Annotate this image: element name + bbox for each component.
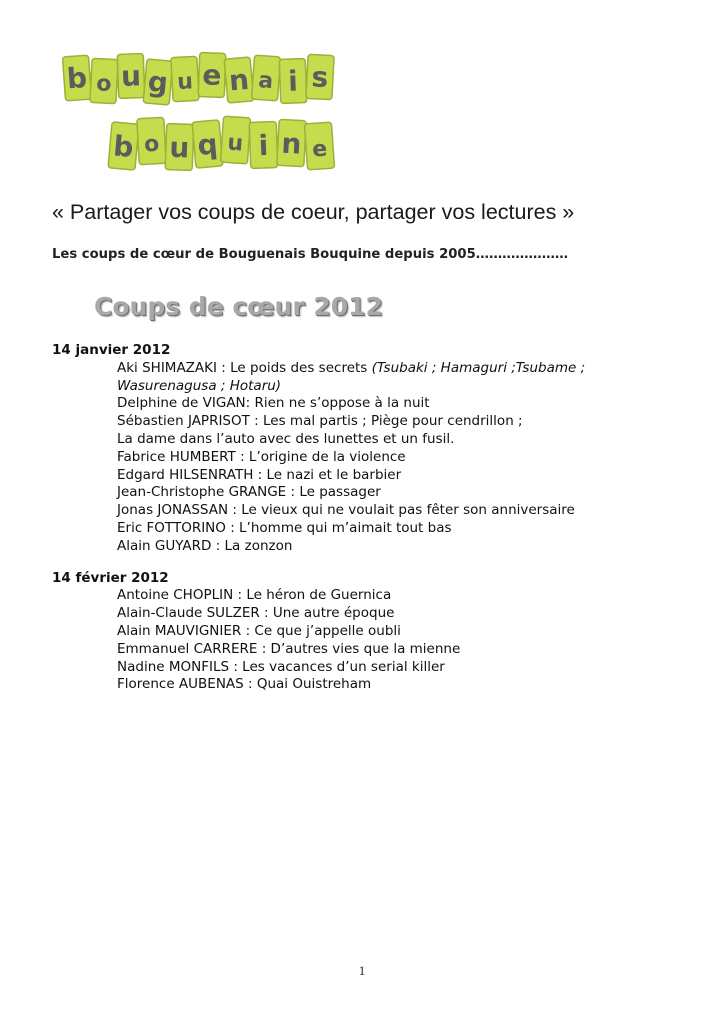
logo-letter-tile <box>249 122 278 169</box>
book-item: Sébastien JAPRISOT : Les mal partis ; Piège pour cendrillon ; <box>117 413 523 430</box>
section-title: Coups de cœur 2012 <box>94 292 383 321</box>
book-item: Aki SHIMAZAKI : Le poids des secrets (Tsubaki ; Hamaguri ;Tsubame ; <box>117 359 586 376</box>
logo-letter-tile <box>251 55 280 101</box>
logo-letter-tile <box>304 122 334 170</box>
subtitle: Les coups de cœur de Bouguenais Bouquine depuis 2005………………… <box>52 247 569 262</box>
book-item: Alain GUYARD : La zonzon <box>117 537 293 554</box>
logo-letter-tile <box>220 116 250 164</box>
logo-letter-tile <box>137 117 166 164</box>
book-list <box>52 360 692 556</box>
svg-text:n: n <box>280 126 303 161</box>
logo-letter-tile <box>277 119 306 166</box>
page-number: 1 <box>358 963 366 978</box>
bouguenais-bouquine-logo <box>60 50 340 178</box>
svg-text:i: i <box>258 128 269 163</box>
svg-text:o: o <box>95 71 113 98</box>
book-item: La dame dans l’auto avec des lunettes et un fusil. <box>117 430 455 447</box>
svg-text:u: u <box>176 69 194 96</box>
logo-letter-tile <box>306 54 334 99</box>
svg-text:g: g <box>146 64 170 100</box>
book-item: Alain-Claude SULZER : Une autre époque <box>117 605 395 622</box>
entry-date: 14 février 2012 <box>52 569 169 586</box>
logo-letter-tile <box>279 59 307 104</box>
svg-text:u: u <box>120 59 142 94</box>
book-item: Fabrice HUMBERT : L’origine de la violence <box>117 448 406 465</box>
book-item: Antoine CHOPLIN : Le héron de Guernica <box>117 587 392 604</box>
book-item: Jonas JONASSAN : Le vieux qui ne voulait pas fêter son anniversaire <box>117 502 575 519</box>
svg-text:b: b <box>65 61 89 96</box>
svg-text:s: s <box>310 60 330 95</box>
logo-line-bouquine <box>108 116 335 170</box>
logo-letter-tile <box>117 54 145 99</box>
book-item: Nadine MONFILS : Les vacances d’un serial killer <box>117 658 445 675</box>
svg-text:o: o <box>143 131 160 158</box>
book-item: Wasurenagusa ; Hotaru) <box>117 377 282 394</box>
logo-letter-tile <box>62 55 91 101</box>
entries-list <box>52 342 692 708</box>
svg-text:u: u <box>226 130 244 157</box>
logo-line-bouguenais <box>62 53 334 105</box>
svg-text:n: n <box>227 62 251 98</box>
entry-february <box>52 570 692 695</box>
svg-text:i: i <box>287 64 299 98</box>
logo-letter-tile <box>171 56 199 101</box>
book-list <box>52 587 692 694</box>
entry-date: 14 janvier 2012 <box>52 342 171 358</box>
book-item: Alain MAUVIGNIER : Ce que j’appelle oubli <box>117 622 401 639</box>
entry-january <box>52 342 692 556</box>
logo-letter-tile <box>224 57 254 103</box>
logo-letter-tile <box>165 124 194 171</box>
book-item: Delphine de VIGAN: Rien ne s’oppose à la nuit <box>117 395 430 412</box>
book-item: Emmanuel CARRERE : D’autres vies que la mienne <box>117 640 461 657</box>
book-item: Florence AUBENAS : Quai Ouistreham <box>117 676 372 693</box>
book-item: Edgard HILSENRATH : Le nazi et le barbier <box>117 466 402 483</box>
svg-text:e: e <box>311 136 329 163</box>
book-item: Jean-Christophe GRANGE : Le passager <box>117 484 381 501</box>
slogan: « Partager vos coups de coeur, partager vos lectures » <box>52 200 575 224</box>
logo-letter-tile <box>143 59 173 105</box>
svg-text:a: a <box>257 68 275 95</box>
svg-text:b: b <box>112 129 135 164</box>
logo-letter-tile <box>90 58 118 103</box>
svg-text:u: u <box>168 130 191 165</box>
svg-text:e: e <box>201 58 223 93</box>
logo-letter-tile <box>192 120 223 168</box>
logo-letter-tile <box>198 53 226 98</box>
logo-letter-tile <box>108 122 139 170</box>
svg-text:q: q <box>196 127 219 162</box>
book-item: Eric FOTTORINO : L’homme qui m’aimait tout bas <box>117 519 452 536</box>
